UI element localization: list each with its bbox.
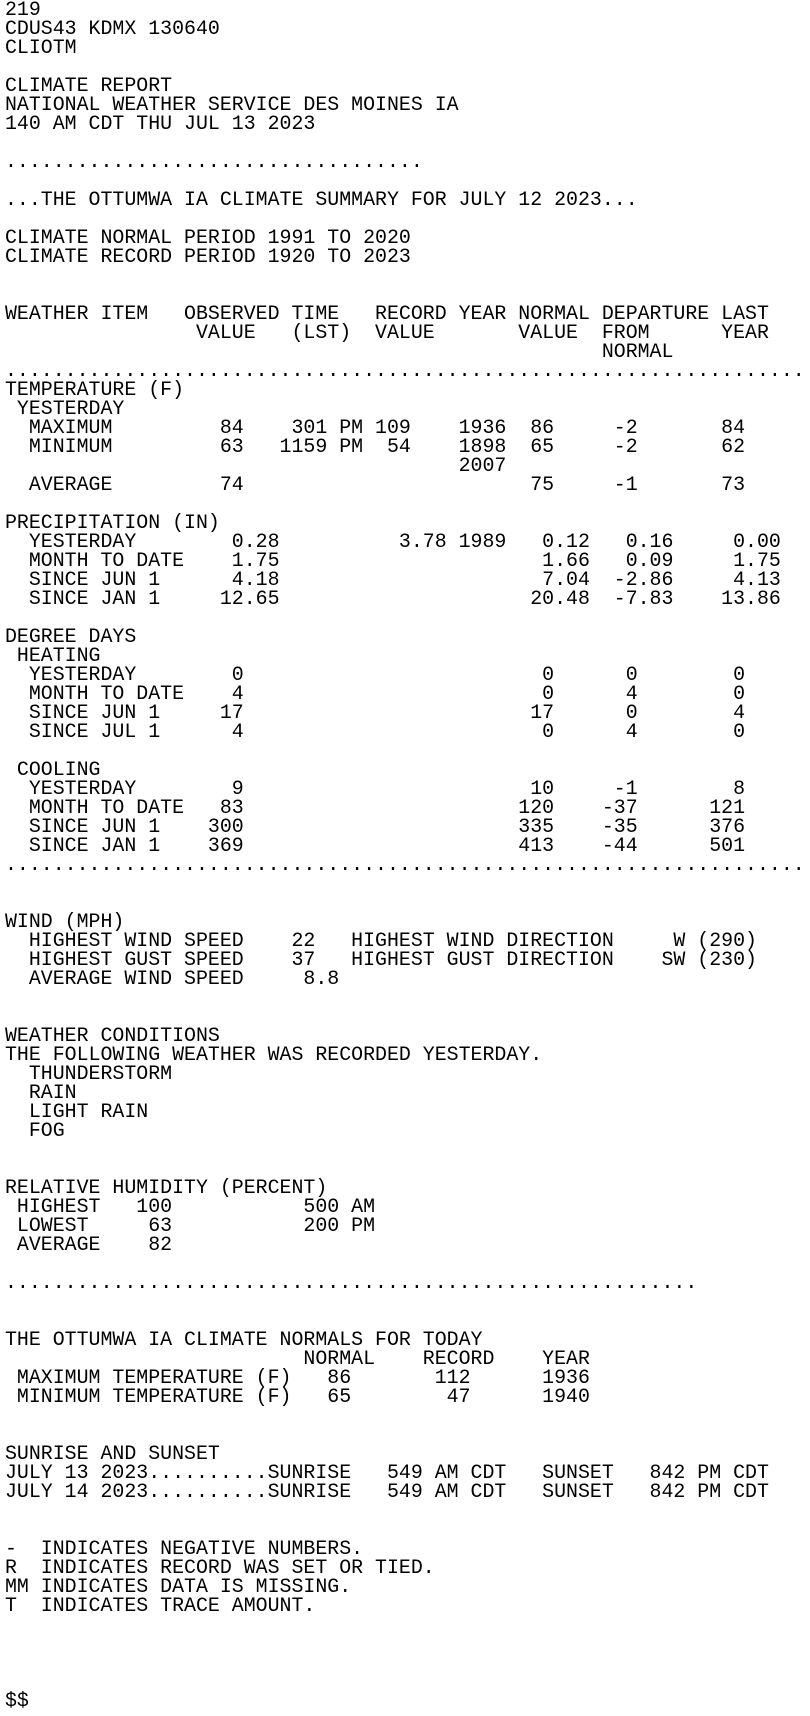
report-line: COOLING <box>5 758 101 781</box>
report-line: THUNDERSTORM <box>5 1062 173 1085</box>
report-line <box>5 1615 810 1634</box>
report-line: MM INDICATES DATA IS MISSING. <box>5 1575 352 1598</box>
report-line: SUNRISE AND SUNSET <box>5 1442 220 1465</box>
report-line <box>5 1672 810 1691</box>
report-line: VALUE (LST) VALUE VALUE FROM YEAR <box>5 321 769 344</box>
report-line: MINIMUM TEMPERATURE (F) 65 47 1940 <box>5 1385 590 1408</box>
report-line: WEATHER ITEM OBSERVED TIME RECORD YEAR NORMAL DEPARTURE LAST <box>5 302 769 325</box>
report-line: .......................................................... <box>5 1271 698 1294</box>
report-line <box>5 874 810 893</box>
report-line: CLIMATE RECORD PERIOD 1920 TO 2023 <box>5 245 411 268</box>
report-line: FOG <box>5 1119 65 1142</box>
report-line: CDUS43 KDMX 130640 <box>5 17 220 40</box>
report-line: THE FOLLOWING WEATHER WAS RECORDED YESTERDAY. <box>5 1043 543 1066</box>
report-line: AVERAGE 74 75 -1 73 <box>5 473 746 496</box>
report-line: HIGHEST GUST SPEED 37 HIGHEST GUST DIRECTION SW (230) <box>5 948 757 971</box>
report-line: 140 AM CDT THU JUL 13 2023 <box>5 112 316 135</box>
report-line: WIND (MPH) <box>5 910 125 933</box>
report-line: HIGHEST WIND SPEED 22 HIGHEST WIND DIRECTION W (290) <box>5 929 757 952</box>
report-line: YESTERDAY 9 10 -1 8 <box>5 777 746 800</box>
report-line <box>5 1140 810 1159</box>
report-line: SINCE JUN 1 300 335 -35 376 <box>5 815 746 838</box>
report-line: NORMAL RECORD YEAR <box>5 1347 590 1370</box>
report-line: CLIMATE REPORT <box>5 74 173 97</box>
report-line <box>5 266 810 285</box>
report-line: ................................... <box>5 150 423 173</box>
report-line: JULY 13 2023..........SUNRISE 549 AM CDT SUNSET 842 PM CDT <box>5 1461 769 1484</box>
report-line: TEMPERATURE (F) <box>5 378 185 401</box>
report-line: YESTERDAY <box>5 397 125 420</box>
report-line: SINCE JUN 1 17 17 0 4 <box>5 701 746 724</box>
report-line <box>5 1292 810 1311</box>
report-line: T INDICATES TRACE AMOUNT. <box>5 1594 316 1617</box>
report-line: SINCE JUL 1 4 0 4 0 <box>5 720 746 743</box>
report-line: CLIMATE NORMAL PERIOD 1991 TO 2020 <box>5 226 411 249</box>
report-line: 219 <box>5 0 41 21</box>
report-line <box>5 741 810 760</box>
report-line: SINCE JUN 1 4.18 7.04 -2.86 4.13 <box>5 568 781 591</box>
report-line: RELATIVE HUMIDITY (PERCENT) <box>5 1176 328 1199</box>
report-line: ...THE OTTUMWA IA CLIMATE SUMMARY FOR JULY 12 2023... <box>5 188 638 211</box>
report-line <box>5 893 810 912</box>
report-line: ................................................................... <box>5 853 805 876</box>
report-line: DEGREE DAYS <box>5 625 137 648</box>
report-line: JULY 14 2023..........SUNRISE 549 AM CDT SUNSET 842 PM CDT <box>5 1480 769 1503</box>
report-line: $$ <box>5 1689 29 1710</box>
report-line <box>5 988 810 1007</box>
report-line: MONTH TO DATE 83 120 -37 121 <box>5 796 746 819</box>
report-line: NORMAL <box>5 340 674 363</box>
report-line: MAXIMUM TEMPERATURE (F) 86 112 1936 <box>5 1366 590 1389</box>
report-line: LOWEST 63 200 PM <box>5 1214 376 1237</box>
report-line: WEATHER CONDITIONS <box>5 1024 220 1047</box>
report-line: SINCE JAN 1 369 413 -44 501 <box>5 834 746 857</box>
report-line: MONTH TO DATE 4 0 4 0 <box>5 682 746 705</box>
report-line: AVERAGE WIND SPEED 8.8 <box>5 967 340 990</box>
report-line: NATIONAL WEATHER SERVICE DES MOINES IA <box>5 93 459 116</box>
report-line: HEATING <box>5 644 101 667</box>
report-line: AVERAGE 82 <box>5 1233 173 1256</box>
report-line <box>5 1653 810 1672</box>
report-line: MONTH TO DATE 1.75 1.66 0.09 1.75 <box>5 549 781 572</box>
report-line: MAXIMUM 84 301 PM 109 1936 86 -2 84 <box>5 416 746 439</box>
report-line: RAIN <box>5 1081 77 1104</box>
report-line: MINIMUM 63 1159 PM 54 1898 65 -2 62 <box>5 435 746 458</box>
report-line: 2007 <box>5 454 507 477</box>
report-line: YESTERDAY 0.28 3.78 1989 0.12 0.16 0.00 <box>5 530 781 553</box>
report-line: YESTERDAY 0 0 0 0 <box>5 663 746 686</box>
report-line <box>5 1634 810 1653</box>
report-line: - INDICATES NEGATIVE NUMBERS. <box>5 1537 364 1560</box>
report-line: LIGHT RAIN <box>5 1100 149 1123</box>
report-line <box>5 1501 810 1520</box>
report-line: R INDICATES RECORD WAS SET OR TIED. <box>5 1556 435 1579</box>
report-line: HIGHEST 100 500 AM <box>5 1195 376 1218</box>
report-line: SINCE JAN 1 12.65 20.48 -7.83 13.86 <box>5 587 781 610</box>
report-line: ................................................................... <box>5 359 805 382</box>
report-line: PRECIPITATION (IN) <box>5 511 220 534</box>
report-line: CLIOTM <box>5 36 77 59</box>
report-line: THE OTTUMWA IA CLIMATE NORMALS FOR TODAY <box>5 1328 483 1351</box>
report-line <box>5 1406 810 1425</box>
